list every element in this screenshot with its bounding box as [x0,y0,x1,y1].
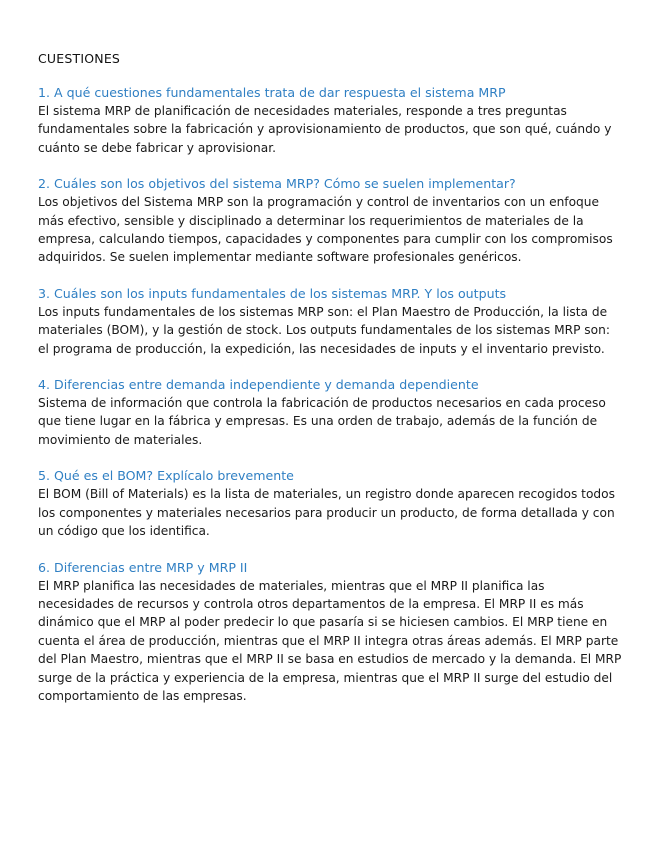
qa-item-4 [38,376,624,449]
question-1: 1. A qué cuestiones fundamentales trata de dar respuesta el sistema MRP [38,85,506,100]
document-page [38,50,624,723]
answer-2: Los objetivos del Sistema MRP son la programación y control de inventarios con un enfoque más efectivo, sensible y disciplinado a determinar los requerimientos de materiales de la empresa, calculando tiempos, capacidades y componentes para cumplir con los compromisos adquiridos. Se suelen implementar mediante software profesionales genéricos. [38,195,613,265]
answer-5: El BOM (Bill of Materials) es la lista de materiales, un registro donde aparecen recogidos todos los componentes y materiales necesarios para producir un producto, de forma detallada y con un código que los identifica. [38,487,615,539]
qa-item-5 [38,467,624,540]
question-4: 4. Diferencias entre demanda independiente y demanda dependiente [38,377,479,393]
question-5: 5. Qué es el BOM? Explícalo brevemente [38,468,294,484]
question-3: 3. Cuáles son los inputs fundamentales de los sistemas MRP. Y los outputs [38,285,507,301]
qa-item-6 [38,559,624,706]
question-6: 6. Diferencias entre MRP y MRP II [38,559,248,575]
answer-1: El sistema MRP de planificación de necesidades materiales, responde a tres preguntas fundamentales sobre la fabricación y aprovisionamiento de productos, que son qué, cuándo y cuánto se debe fabricar y aprovisionar. [38,104,612,155]
question-2: 2. Cuáles son los objetivos del sistema MRP? Cómo se suelen implementar? [38,176,516,192]
qa-item-3 [38,285,624,358]
answer-4: Sistema de información que controla la fabricación de productos necesarios en cada proceso que tiene lugar en la fábrica y empresas. Es una orden de trabajo, además de la función de movimiento de materiales. [38,396,606,447]
answer-3: Los inputs fundamentales de los sistemas MRP son: el Plan Maestro de Producción, la lista de materiales (BOM), y la gestión de stock. Los outputs fundamentales de los sistemas MRP son: el programa de producción, la expedición, las necesidades de inputs y el inventario previsto. [38,304,610,356]
document-heading: CUESTIONES [38,51,121,66]
qa-item-1 [38,84,624,157]
qa-item-2 [38,175,624,267]
answer-6: El MRP planifica las necesidades de materiales, mientras que el MRP II planifica las necesidades de recursos y controla otros departamentos de la empresa. El MRP II es más dinámico que el MRP al poder predecir lo que pasaría si se hiciesen cambios. El MRP tiene en cuenta el área de producción, mientras que el MRP II integra otras áreas además. El MRP parte del Plan Maestro, mientras que el MRP II se basa en estudios de mercado y la demanda. El MRP surge de la práctica y experiencia de la empresa, mientras que el MRP II surge del estudio del comportamiento de las empresas. [38,578,622,703]
